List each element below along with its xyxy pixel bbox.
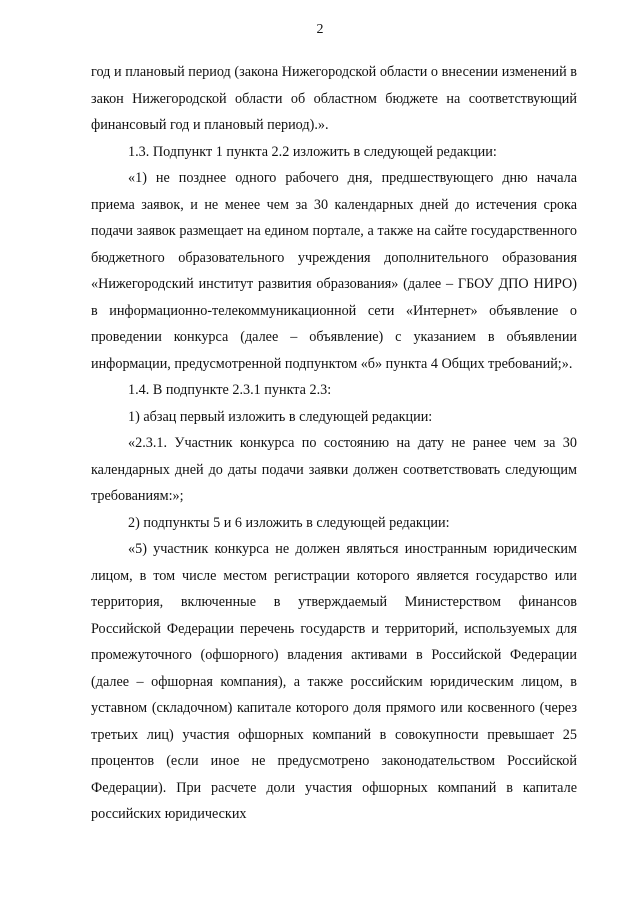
paragraph-subpoint-5-text: «5) участник конкурса не должен являться иностранным юридическим лицом, в том числе местом регистрации которого является государство или территория, включенные в утверждаемый Министерством финансов Российской Федерации перечень государств и территорий, используемых для промежуточного (офшорного) владения активами в Российской Федерации (далее – офшорная компания), а также российским юридическим лицом, в уставном (складочном) капитале которого доля прямого или косвенного (через третьих лиц) участия офшорных компаний в совокупности превышает 25 процентов (если иное не предусмотрено законодательством Российской Федерации). При расчете доли участия офшорных компаний в капитале российских юридических [91, 541, 577, 822]
paragraph-clause-2-3-1: «2.3.1. Участник конкурса по состоянию на дату не ранее чем за 30 календарных дней до даты подачи заявки должен соответствовать следующим требованиям:»; [91, 435, 577, 504]
paragraph-item-1-3: 1.3. Подпункт 1 пункта 2.2 изложить в следующей редакции: [128, 143, 497, 160]
paragraph-continuation: год и плановый период (закона Нижегородской области о внесении изменений в закон Нижегородской области об областном бюджете на соответствующий финансовый год и плановый период).». [91, 64, 577, 133]
paragraph-subpoint-1-text: «1) не позднее одного рабочего дня, предшествующего дню начала приема заявок, и не менее чем за 30 календарных дней до истечения срока подачи заявок размещает на едином портале, а также на сайте государственного бюджетного образовательного учреждения дополнительного образования «Нижегородский институт развития образования» (далее – ГБОУ ДПО НИРО) в информационно-телекоммуникационной сети «Интернет» объявление о проведении конкурса (далее – объявление) с указанием в объявлении информации, предусмотренной подпунктом «б» пункта 4 Общих требований;». [91, 170, 577, 372]
paragraph-amendment-1: 1) абзац первый изложить в следующей редакции: [128, 408, 433, 425]
paragraph-item-1-4: 1.4. В подпункте 2.3.1 пункта 2.3: [128, 382, 332, 398]
paragraph-amendment-2: 2) подпункты 5 и 6 изложить в следующей редакции: [128, 514, 450, 531]
page-number: 2 [316, 22, 324, 37]
document-body [91, 59, 577, 828]
